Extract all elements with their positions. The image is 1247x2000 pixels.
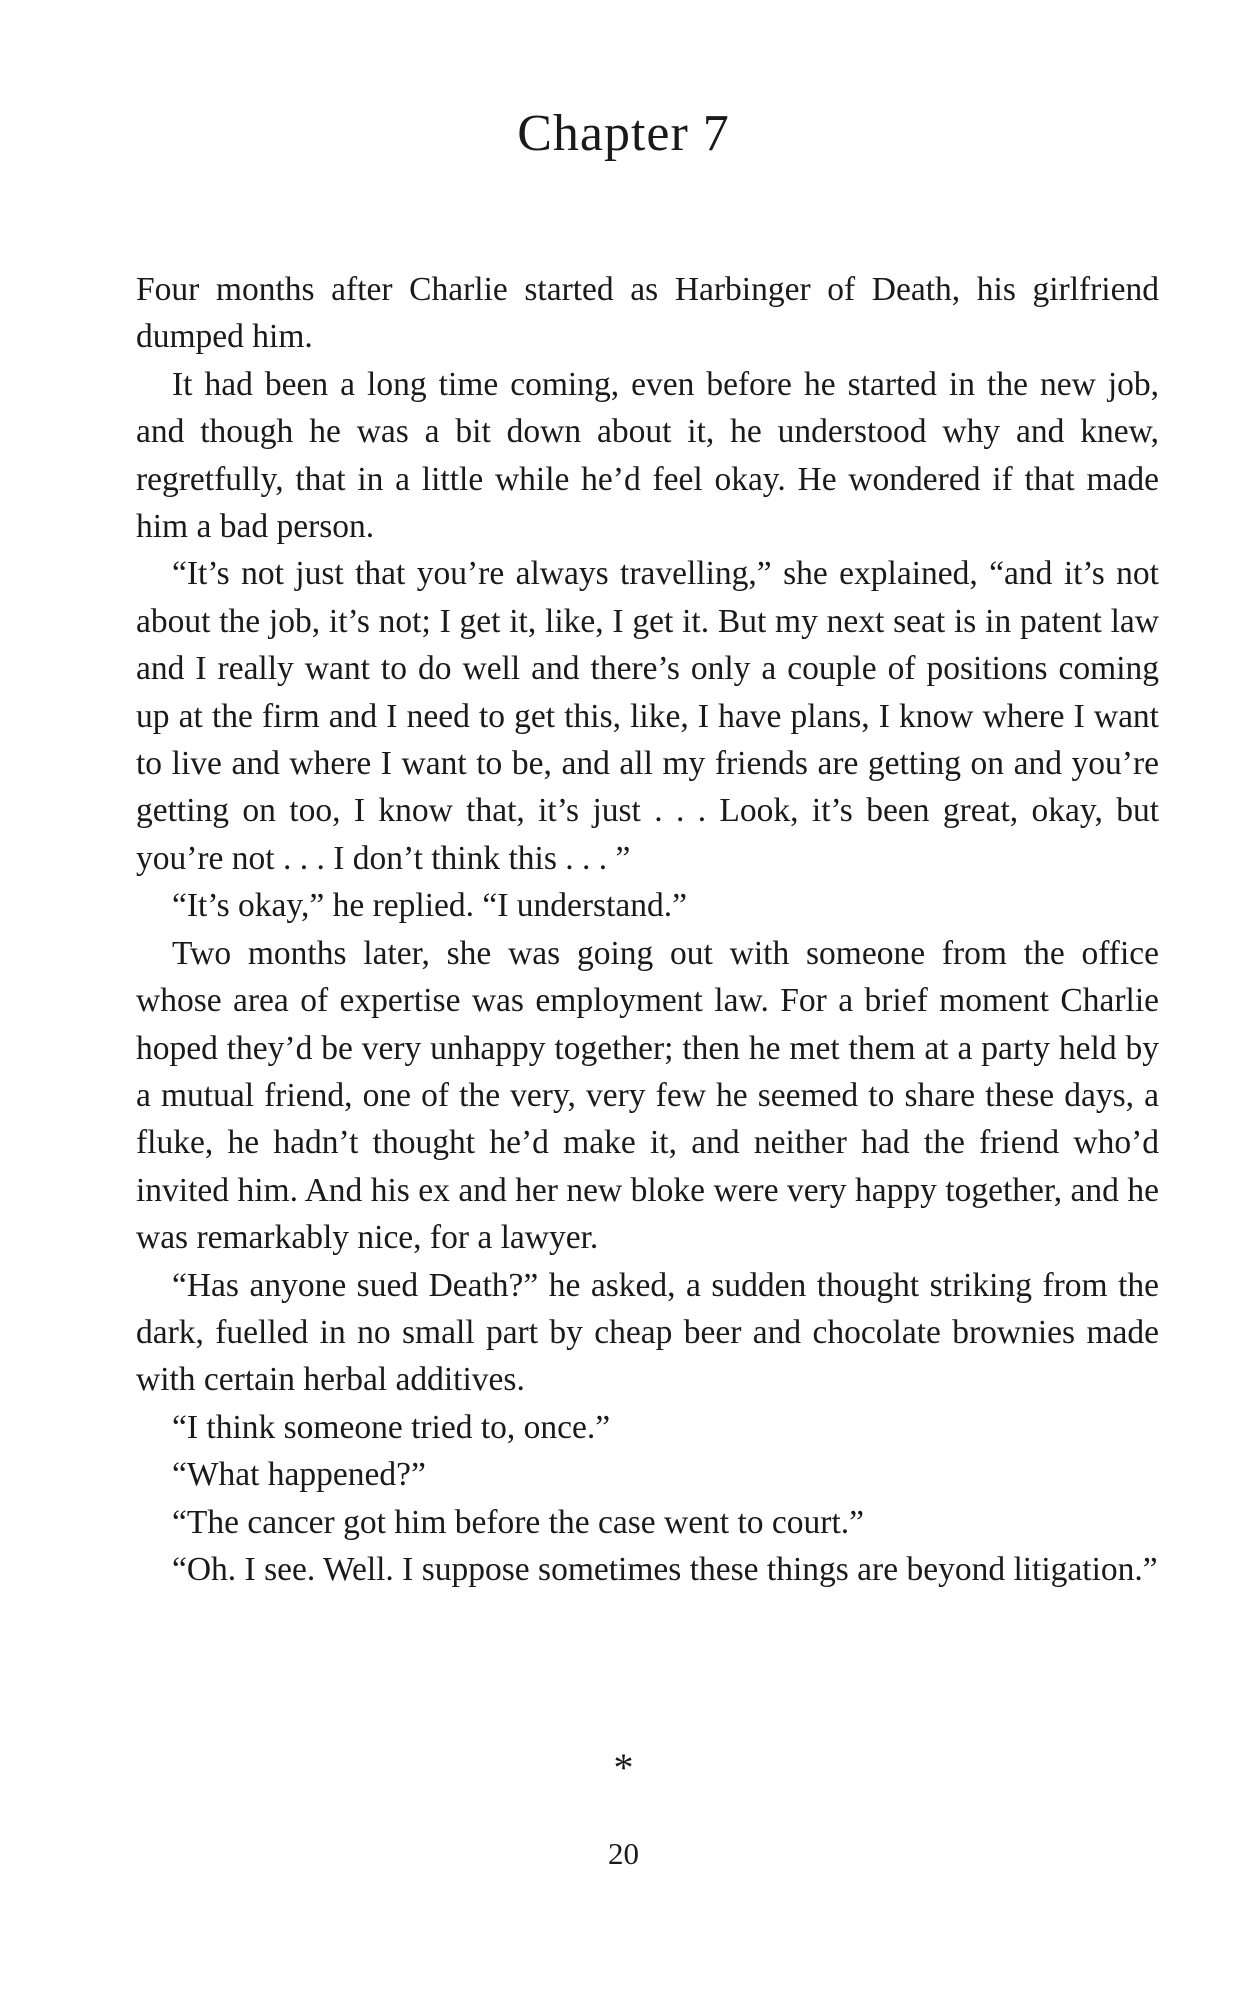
paragraph: “Has anyone sued Death?” he asked, a sudden thought striking from the dark, fuelled in no small part by cheap beer and chocolate brownies made with certain herbal additives. [136,1266,1159,1399]
paragraph: “I think someone tried to, once.” [172,1408,611,1446]
paragraph: Four months after Charlie started as Harbinger of Death, his girlfriend dumped him. [136,271,1159,356]
page-number: 20 [608,1836,639,1871]
chapter-title: Chapter 7 [517,105,730,162]
paragraph: “What happened?” [172,1456,426,1494]
paragraph: “The cancer got him before the case went to court.” [172,1503,865,1541]
paragraph: “It’s not just that you’re always travelling,” she explained, “and it’s not about the job, it’s not; I get it, like, I get it. But my next seat is in patent law and I really want to do well and there’s only a couple of positions coming up at the firm and I need to get this, like, I have plans, I know where I want to live and where I want to be, and all my friends are getting on and you’re getting on too, I know that, it’s just . . . Look, it’s been great, okay, but you’re not . . . I don’t think this . . . ” [136,555,1159,877]
paragraph: It had been a long time coming, even before he started in the new job, and though he was a bit down about it, he understood why and knew, regretfully, that in a little while he’d feel okay. He wondered if that made him a bad person. [136,365,1159,546]
paragraph: “Oh. I see. Well. I suppose sometimes these things are beyond litigation.” [172,1550,1158,1588]
chapter-body [136,266,1159,1593]
paragraph: “It’s okay,” he replied. “I understand.” [172,887,687,925]
scene-break-asterisk: * [613,1745,634,1790]
paragraph: Two months later, she was going out with someone from the office whose area of expertise was employment law. For a brief moment Charlie hoped they’d be very unhappy together; then he met them at a party held by a mutual friend, one of the very, very few he seemed to share these days, a fluke, he hadn’t thought he’d make it, and neither had the friend who’d invited him. And his ex and her new bloke were very happy together, and he was remarkably nice, for a lawyer. [136,934,1159,1257]
